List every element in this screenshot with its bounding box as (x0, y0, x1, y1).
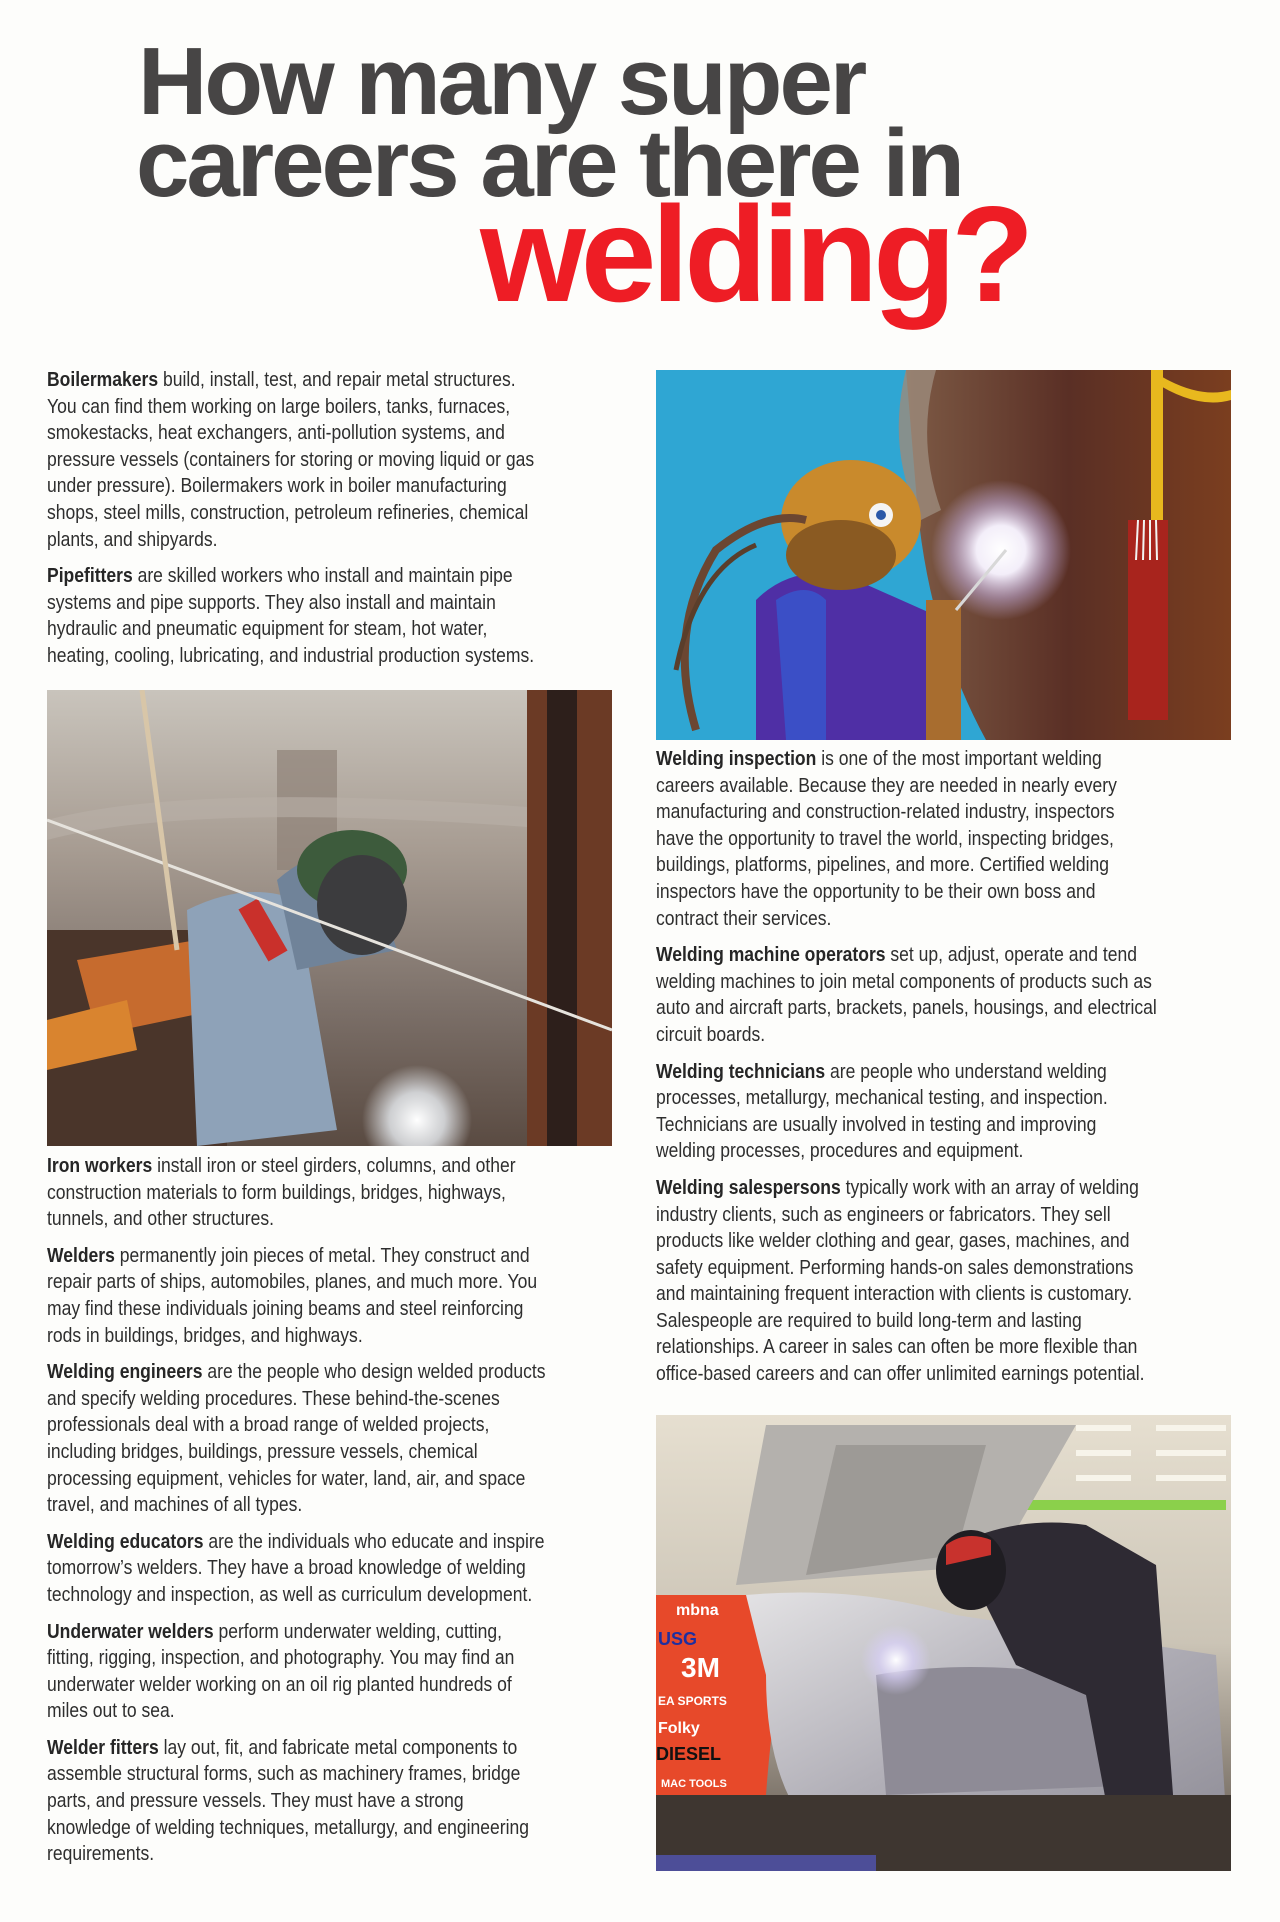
text-line: repair parts of ships, automobiles, planes, and much more. You (47, 1270, 538, 1294)
career-term: Welding machine operators (656, 943, 886, 967)
career-term: Welding technicians (656, 1059, 826, 1083)
career-paragraph (656, 942, 1246, 1048)
text-line: inspectors have the opportunity to be their own boss and (656, 879, 1096, 903)
text-line: office-based careers and can offer unlimited earnings potential. (656, 1362, 1145, 1386)
decal-folky: Folky (658, 1720, 700, 1737)
racecar-image (656, 1415, 1231, 1871)
text-line: auto and aircraft parts, brackets, panels, housings, and electrical (656, 996, 1157, 1020)
text-line: safety equipment. Performing hands-on sales demonstrations (656, 1255, 1134, 1279)
headline (0, 0, 1280, 330)
career-paragraph (47, 1735, 627, 1868)
text-line (47, 1153, 543, 1180)
right-column-text (656, 746, 1246, 1398)
career-paragraph (656, 1059, 1246, 1165)
text-line: underwater welder working on an oil rig planted hundreds of (47, 1672, 512, 1696)
career-description: are skilled workers who install and maintain pipe (132, 564, 513, 588)
career-paragraph (47, 1529, 627, 1609)
text-line: tomorrow’s welders. They have a broad knowledge of welding (47, 1556, 526, 1580)
career-description: are people who understand welding (825, 1059, 1107, 1083)
career-description: perform underwater welding, cutting, (213, 1619, 502, 1643)
text-line: You can find them working on large boilers, tanks, furnaces, (47, 394, 511, 418)
text-line: careers available. Because they are needed in nearly every (656, 773, 1117, 797)
career-paragraph (47, 367, 627, 553)
text-line (656, 1175, 1160, 1202)
career-term: Welding engineers (47, 1360, 203, 1384)
career-paragraph (656, 746, 1246, 932)
text-line (47, 1529, 543, 1556)
career-description: typically work with an array of welding (840, 1175, 1139, 1199)
career-paragraph (47, 1359, 627, 1519)
text-line: industry clients, such as engineers or fabricators. They sell (656, 1202, 1111, 1226)
decal-usg: USG (658, 1629, 698, 1649)
text-line (47, 1619, 543, 1646)
text-line: knowledge of welding techniques, metallurgy, and engineering (47, 1815, 530, 1839)
career-description: are the individuals who educate and inspire (203, 1529, 545, 1553)
decal-ea: EA SPORTS (658, 1694, 727, 1708)
career-description: lay out, fit, and fabricate metal components to (158, 1735, 518, 1759)
text-line: travel, and machines of all types. (47, 1493, 303, 1517)
text-line: systems and pipe supports. They also install and maintain (47, 590, 496, 614)
text-line: processes, metallurgy, mechanical testing, and inspection. (656, 1086, 1108, 1110)
text-line (47, 1243, 543, 1270)
ironworker-photo (47, 690, 612, 1146)
text-line: smokestacks, heat exchangers, anti-pollution systems, and (47, 421, 505, 445)
career-description: permanently join pieces of metal. They construct and (114, 1243, 530, 1267)
career-description: is one of the most important welding (816, 747, 1102, 770)
text-line (656, 746, 1160, 773)
text-line: Salespeople are required to build long-term and lasting (656, 1308, 1082, 1332)
career-description: set up, adjust, operate and tend (885, 943, 1137, 967)
text-line: processing equipment, vehicles for water, land, air, and space (47, 1466, 526, 1490)
text-line: hydraulic and pneumatic equipment for steam, hot water, (47, 617, 488, 641)
career-term: Underwater welders (47, 1619, 214, 1643)
career-term: Welders (47, 1243, 115, 1267)
text-line: parts, and pressure vessels. They must have a strong (47, 1789, 464, 1813)
text-line: construction materials to form buildings, bridges, highways, (47, 1180, 506, 1204)
text-line: may find these individuals joining beams and steel reinforcing (47, 1296, 524, 1320)
text-line: and maintaining frequent interaction with clients is customary. (656, 1282, 1133, 1306)
underwater-welder-photo (656, 370, 1231, 740)
text-line: tunnels, and other structures. (47, 1207, 275, 1231)
career-paragraph (656, 1175, 1246, 1388)
career-description: install iron or steel girders, columns, and other (152, 1154, 516, 1177)
racecar-welder-photo (656, 1415, 1231, 1871)
career-term: Welding educators (47, 1529, 204, 1553)
headline-welding: welding? (480, 178, 1030, 330)
text-line: heating, cooling, lubricating, and industrial production systems. (47, 643, 535, 667)
career-paragraph (47, 563, 627, 669)
career-term: Iron workers (47, 1154, 153, 1177)
left-column-top-text (47, 367, 627, 680)
career-term: Boilermakers (47, 368, 159, 391)
text-line (47, 1359, 546, 1386)
text-line: buildings, platforms, pipelines, and more. Certified welding (656, 853, 1110, 877)
career-description: build, install, test, and repair metal structures. (158, 368, 516, 391)
career-term: Welding inspection (656, 747, 817, 770)
career-term: Welding salespersons (656, 1175, 841, 1199)
text-line: technology and inspection, as well as curriculum development. (47, 1582, 533, 1606)
left-column-bottom-text (47, 1153, 627, 1878)
text-line (47, 563, 543, 590)
career-paragraph (47, 1243, 627, 1349)
text-line: contract their services. (656, 906, 832, 930)
text-line: assemble structural forms, such as machinery frames, bridge (47, 1762, 521, 1786)
decal-mac-tools: MAC TOOLS (661, 1778, 727, 1790)
text-line: fitting, rigging, inspection, and photography. You may find an (47, 1646, 515, 1670)
text-line: welding processes, procedures and equipment. (656, 1139, 1024, 1163)
text-line: circuit boards. (656, 1022, 766, 1046)
text-line: and specify welding procedures. These behind-the-scenes (47, 1386, 500, 1410)
text-line: rods in buildings, bridges, and highways. (47, 1323, 363, 1347)
text-line: Technicians are usually involved in testing and improving (656, 1112, 1097, 1136)
text-line: relationships. A career in sales can often be more flexible than (656, 1335, 1138, 1359)
headline-line-1: How many super (138, 28, 865, 135)
text-line (47, 367, 543, 394)
text-line (656, 1059, 1160, 1086)
text-line: shops, steel mills, construction, petroleum refineries, chemical (47, 500, 529, 524)
decal-3m: 3M (681, 1652, 720, 1683)
underwater-image (656, 370, 1231, 740)
text-line: under pressure). Boilermakers work in boiler manufacturing (47, 474, 507, 498)
decal-diesel: DIESEL (656, 1744, 722, 1764)
text-line: professionals deal with a broad range of welded projects, (47, 1413, 490, 1437)
text-line: plants, and shipyards. (47, 527, 218, 551)
career-term: Welder fitters (47, 1735, 159, 1759)
text-line (656, 942, 1160, 969)
text-line: pressure vessels (containers for storing or moving liquid or gas (47, 447, 535, 471)
text-line: miles out to sea. (47, 1699, 175, 1723)
career-term: Pipefitters (47, 564, 133, 588)
text-line: products like welder clothing and gear, gases, machines, and (656, 1229, 1130, 1253)
headline-line-2: careers are there in (136, 110, 962, 217)
ironworker-image (47, 690, 612, 1146)
text-line: including bridges, buildings, pressure vessels, chemical (47, 1439, 478, 1463)
text-line: have the opportunity to travel the world, inspecting bridges, (656, 826, 1114, 850)
career-paragraph (47, 1619, 627, 1725)
career-paragraph (47, 1153, 627, 1233)
text-line: requirements. (47, 1842, 155, 1866)
text-line: welding machines to join metal components of products such as (656, 969, 1152, 993)
career-description: are the people who design welded products (202, 1360, 546, 1384)
text-line: manufacturing and construction-related industry, inspectors (656, 800, 1115, 824)
text-line (47, 1735, 543, 1762)
decal-mbna: mbna (676, 1602, 719, 1619)
